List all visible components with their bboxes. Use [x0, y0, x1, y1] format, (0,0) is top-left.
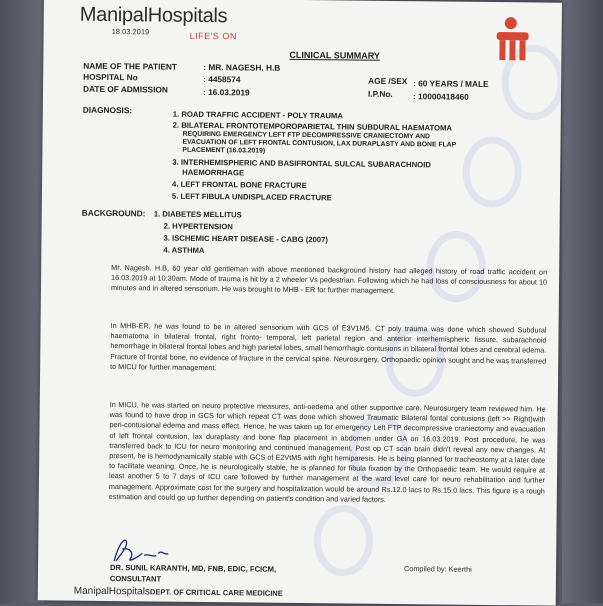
- hospital-no-value: : 4458574: [203, 73, 241, 85]
- diagnosis-item: EVACUATION OF LEFT FRONTAL CONTUSION, LAX DURAPLASTY AND BONE FLAP: [182, 138, 457, 149]
- doctor-department: DEPT. OF CRITICAL CARE MEDICINE: [149, 587, 283, 598]
- doctor-role: CONSULTANT: [109, 574, 162, 584]
- history-paragraph: Mr. Nagesh. H.B, 60 year old gentleman with above mentioned background history had alleged history of road traffic accident on 16.03.2019 at 10:30am. Mode of trauma is hit by a 2 wheeler Vs pedestrian. Following which he had loss of consciousness for about 10 minutes and in altered sensorium. He was brought to MHB - ER for further management.: [110, 263, 548, 296]
- doctor-signature: [108, 535, 178, 566]
- scan-background-right: [562, 0, 603, 603]
- background-item: 2. HYPERTENSION: [163, 221, 233, 232]
- micu-paragraph: In MICU, he was started on neuro protective measures, anti-oedema and other supportive care. Neurosurgery team reviewed him. He was found to have drop in GCS for which repeat CT was done which showed Traumatic Bilateral fontal contusions (left >> Right)with peri-contusional edema and mass effect. Hence, he was taken up for emergency Left FTP decompressive craniectomy and evacuation of left frontal contusion, lax duraplasty and bone flap placement in abdomen under GA on 16.03.2019. Post procedure, he was transferred back to ICU for neuro monitoring and continued management. Post op CT scan brain didn't reveal any new changes. At present, he is hemodynamically stable with GCS of E2VtM5 with right hemiparesis. He is being planned for tracheostomy at a later date to facilitate weaning. Once, he is neurologically stable, he is planned for fibula fixation by the Orthopaedic team. He would require at least another 5 to 7 days of ICU care followed by further management at the ward level care for neuro rehabilitation and further management. Approximate cost for the surgery and hospitalization would be around Rs.12.0 lacs to Rs.15.0 lacs. This figure is a rough estimation and could go up further depending on patient's condition and varied factors.: [108, 399, 546, 504]
- hospital-no-label: HOSPITAL No: [83, 71, 138, 83]
- diagnosis-item: 2. BILATERAL FRONTOTEMPOROPARIETAL THIN SUBDURAL HAEMATOMA: [172, 120, 453, 133]
- ip-number-label: I.P.No.: [367, 88, 393, 99]
- admission-date-label: DATE OF ADMISSION: [83, 83, 168, 95]
- diagnosis-item: 3. INTERHEMISPHERIC AND BASIFRONTAL SULCAL SUBARACHNOID: [172, 157, 431, 170]
- patient-name-label: NAME OF THE PATIENT: [83, 60, 178, 72]
- admission-date-value: : 16.03.2019: [202, 86, 250, 98]
- patient-name-value: : MR. NAGESH. H.B: [203, 61, 281, 73]
- watermark-graphic: [288, 20, 562, 603]
- hospital-tagline: LIFE'S ON: [189, 30, 237, 42]
- document-page: [38, 0, 562, 606]
- doctor-name: DR. SUNIL KARANTH, MD, FNB, EDIC, FCICM,: [109, 563, 277, 574]
- background-item: 3. ISCHEMIC HEART DISEASE - CABG (2007): [163, 233, 329, 245]
- diagnosis-item: REQUIRING EMERGENCY LEFT FTP DECOMPRESSIVE CRANIECTOMY AND: [182, 130, 430, 141]
- hospital-logo-text: ManipalHospitals: [79, 3, 228, 28]
- er-paragraph: In MHB-ER, he was found to be in altered sensorium with GCS of E3V1M5. CT poly trauma was done which showed Subdural haematoma in bilateral frontal, right fronto- temporal, left parietal region and anterior interhemispheric fissure, subarachnoid hemorrhage in bilateral frontal lobes and high parietal lobes, small hemorrhagic contusions in bilateral frontal lobes and cerebral edema. Fracture of frontal bone, no evidence of fracture in the cervical spine. Neurosurgery, Orthopaedic opinion sought and he was transferred to MICU for further management.: [110, 321, 547, 372]
- diagnosis-item: PLACEMENT (16.03.2019): [182, 146, 266, 155]
- page-title: CLINICAL SUMMARY: [289, 49, 380, 61]
- age-sex-label: AGE /SEX: [368, 75, 408, 87]
- diagnosis-item: HAEMORRHAGE: [182, 167, 245, 178]
- background-heading: BACKGROUND:: [81, 207, 146, 219]
- diagnosis-item: 4. LEFT FRONTAL BONE FRACTURE: [172, 179, 307, 191]
- diagnosis-item: 5. LEFT FIBULA UNDISPLACED FRACTURE: [171, 191, 332, 203]
- background-item: 4. ASTHMA: [163, 245, 205, 255]
- footer: [74, 586, 283, 599]
- hospital-logo-icon: [495, 16, 529, 62]
- age-sex-value: : 60 YEARS / MALE: [413, 78, 489, 89]
- background-item: 1. DIABETES MELLITUS: [153, 209, 242, 220]
- ip-number-value: : 10000418460: [412, 91, 469, 102]
- diagnosis-heading: DIAGNOSIS:: [82, 104, 133, 116]
- compiled-by: Compiled by: Keerthi: [404, 564, 472, 574]
- footer-hospital-name: ManipalHospitals: [73, 585, 151, 598]
- scan-background-left: [0, 0, 44, 603]
- print-date: 18.03.2019: [111, 26, 150, 37]
- diagnosis-item: 1. ROAD TRAFFIC ACCIDENT - POLY TRAUMA: [172, 109, 343, 121]
